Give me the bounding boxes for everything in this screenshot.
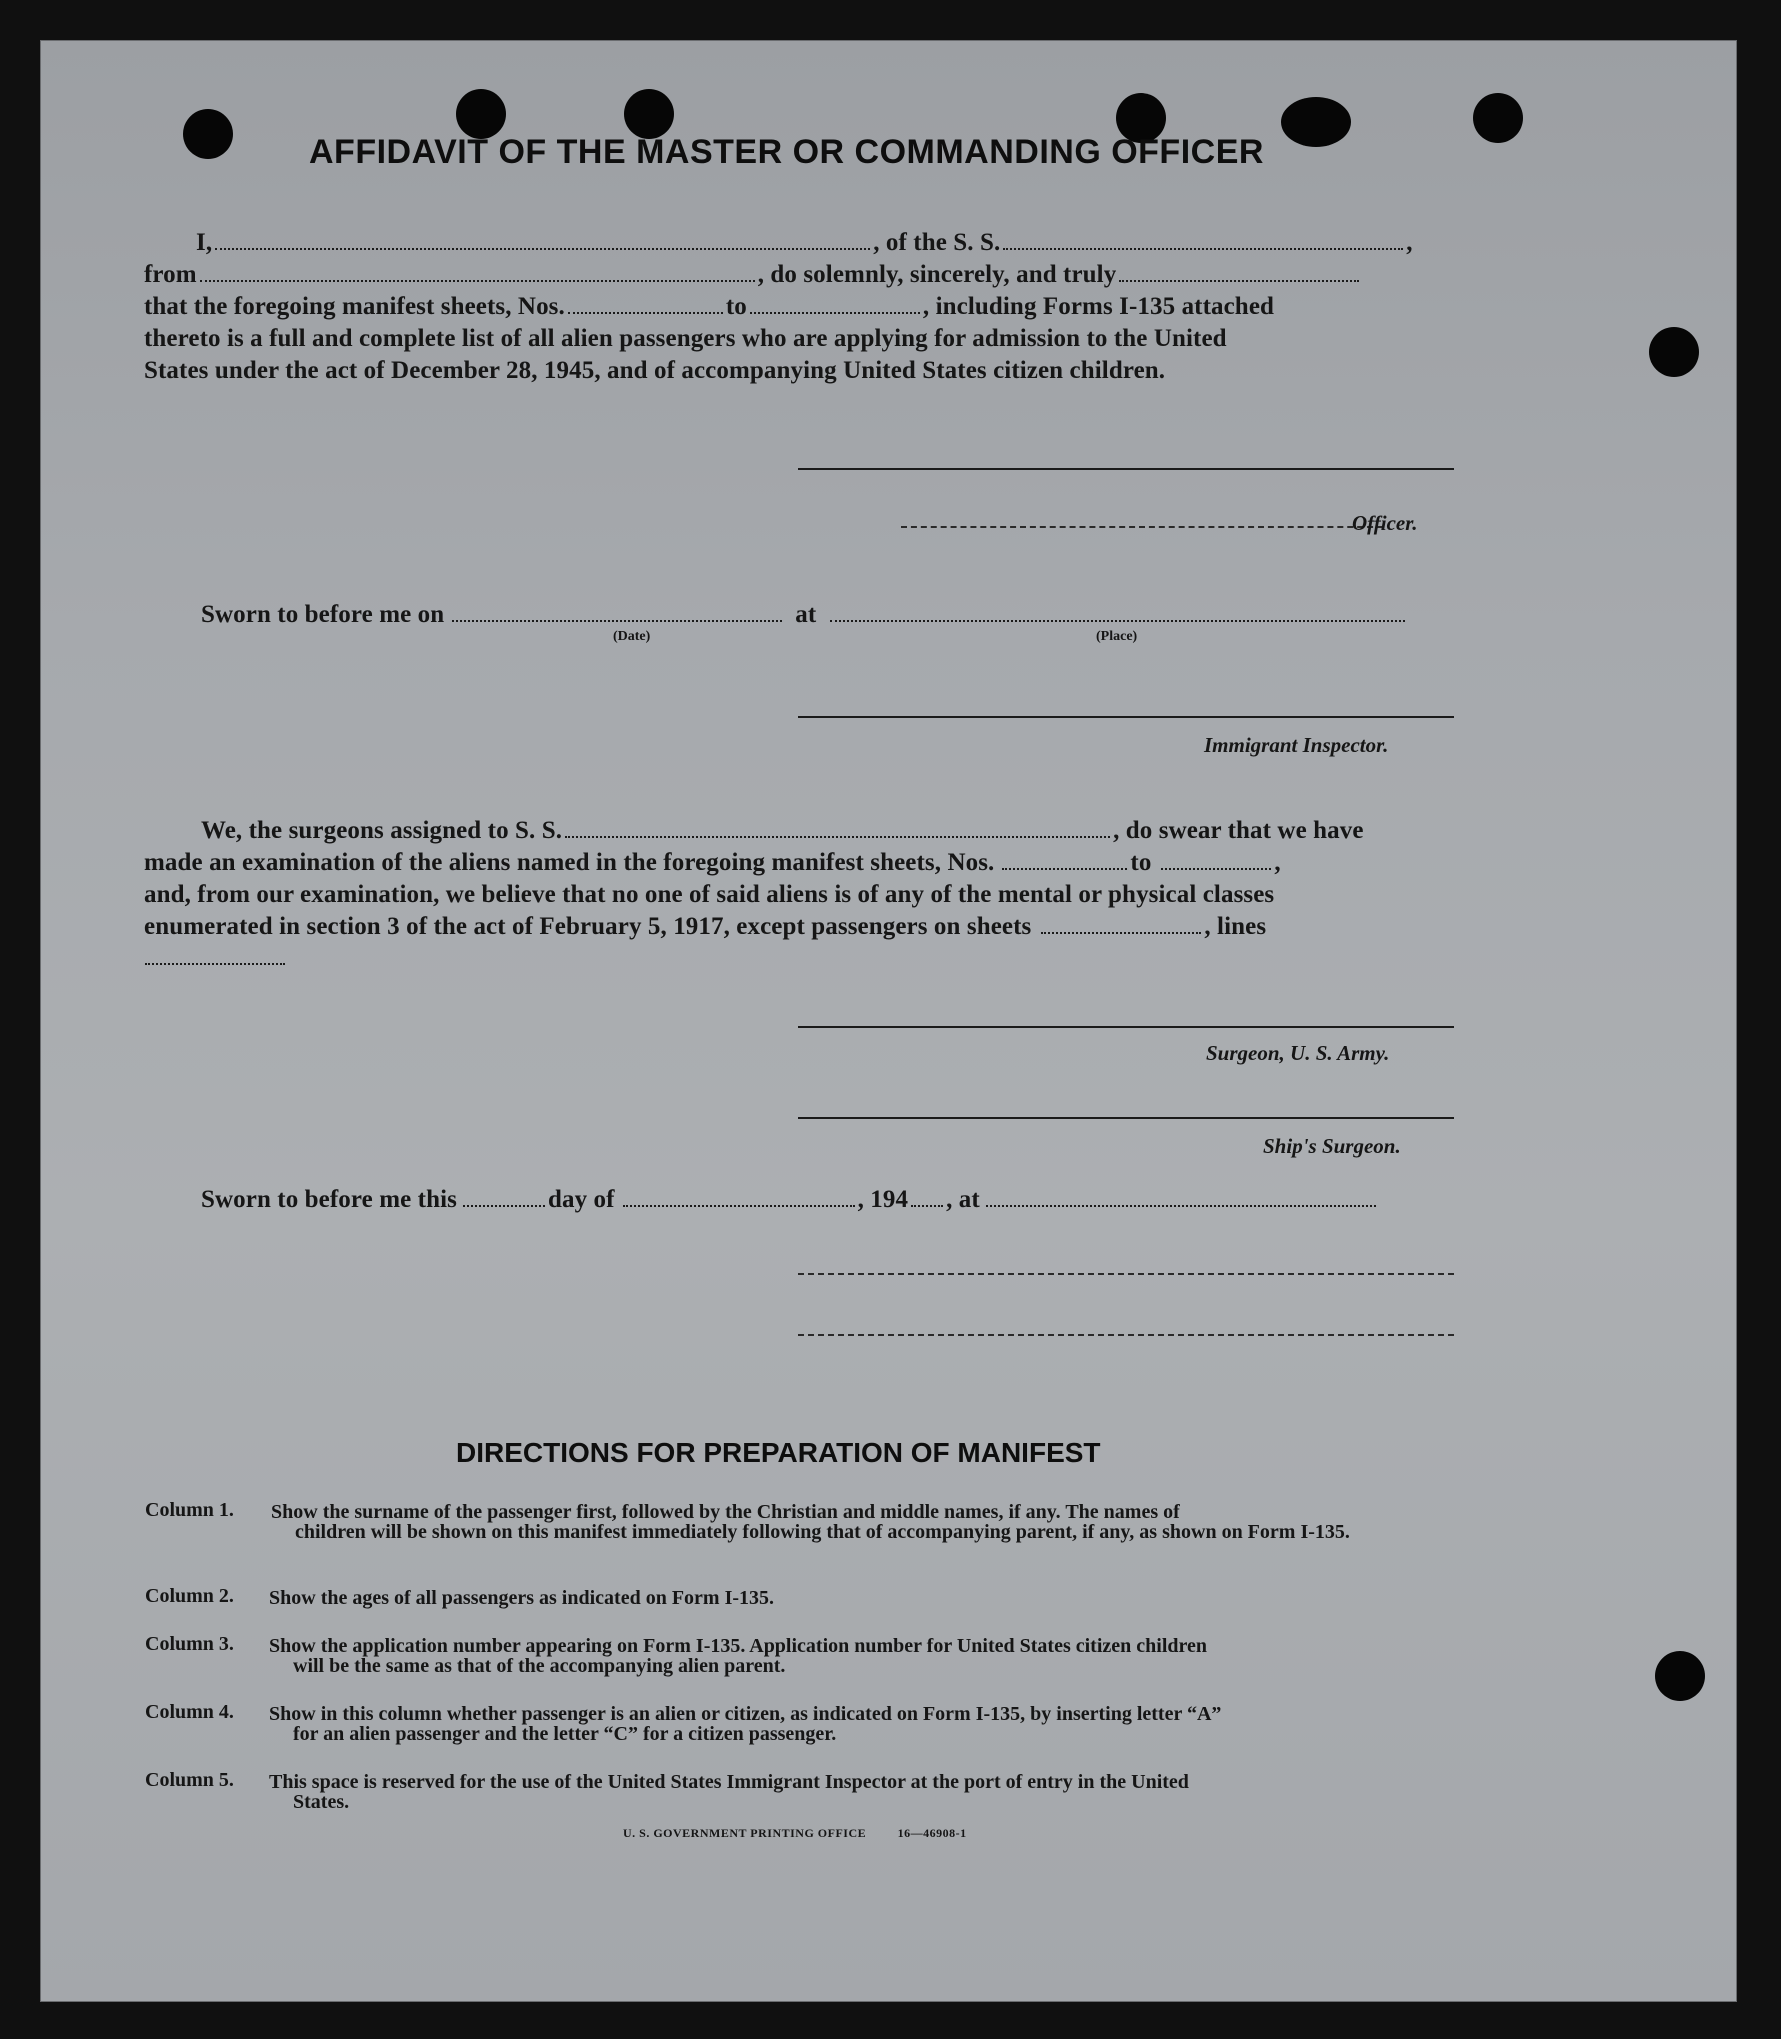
surgeon-text: to [1130,849,1152,876]
sworn-month-field[interactable] [623,1205,855,1207]
sheet-from-field[interactable] [568,312,723,314]
affidavit-line-4: thereto is a full and complete list of all alien passengers who are applying for admission to the United [144,325,1227,352]
army-surgeon-signature-line[interactable] [798,1026,1454,1028]
column-2-label: Column 2. [145,1585,234,1607]
punch-hole [1281,97,1351,147]
sworn-text: , 194 [857,1186,909,1213]
column-5-text [269,1772,1456,1812]
affidavit-text: , [1406,229,1413,256]
punch-hole [1473,93,1523,143]
sworn-text: day of [547,1186,615,1213]
printer-imprint [623,1826,967,1841]
sheet-to-field[interactable] [750,312,920,314]
affidavit-text: that the foregoing manifest sheets, Nos. [144,293,565,320]
from-port-field[interactable] [200,280,755,282]
sworn-place-field[interactable] [830,620,1405,622]
officer-title-line[interactable] [901,526,1383,528]
column-1-text [271,1502,1456,1542]
sworn-location-field[interactable] [986,1205,1376,1207]
sworn-line-2 [201,1186,1379,1214]
master-name-field[interactable] [215,248,870,250]
punch-hole [1655,1651,1705,1701]
column-2-text [269,1588,1454,1608]
sworn-text: , at [946,1186,980,1213]
direction-text: will be the same as that of the accompanying alien parent. [293,1655,786,1677]
form-code: 16—46908-1 [897,1826,967,1840]
affidavit-text: from [144,261,197,288]
direction-text: for an alien passenger and the letter “C” for a citizen passenger. [293,1723,837,1745]
except-sheets-field[interactable] [1041,932,1201,934]
affidavit-line-3 [144,293,1274,321]
sworn-date-field[interactable] [452,620,782,622]
column-3-text [269,1636,1456,1676]
direction-text: Show the surname of the passenger first, followed by the Christian and middle names, if any. The names of [271,1501,1180,1523]
surgeon-line-1 [201,817,1364,845]
inspector-signature-line[interactable] [798,716,1454,718]
column-1-label: Column 1. [145,1499,234,1521]
inspector-caption: Immigrant Inspector. [1204,733,1389,757]
surgeon-text: , lines [1204,913,1267,940]
affidavit-line-1 [196,229,1413,257]
punch-hole [624,89,674,139]
affidavit-line-2 [144,261,1362,289]
lines-field[interactable] [145,963,285,965]
ship-surgeon-caption: Ship's Surgeon. [1263,1134,1401,1158]
column-3-label: Column 3. [145,1633,234,1655]
surgeon-sheet-from-field[interactable] [1002,868,1127,870]
surgeon-line-4 [144,913,1266,941]
surgeon-line-3: and, from our examination, we believe that no one of said aliens is of any of the mental or physical classes [144,881,1275,908]
punch-hole [183,109,233,159]
master-signature-line[interactable] [798,468,1454,470]
punch-hole [1649,327,1699,377]
surgeon-ship-field[interactable] [565,836,1110,838]
direction-text: This space is reserved for the use of the United States Immigrant Inspector at the port of entry in the United [269,1771,1189,1793]
officer-caption: Officer. [1352,511,1418,535]
witness-signature-line[interactable] [798,1273,1454,1275]
column-5-label: Column 5. [145,1769,234,1791]
affidavit-text: , including Forms I-135 attached [922,293,1275,320]
affidavit-text: I, [196,229,213,256]
affidavit-text: , of the S. S. [873,229,1001,256]
ship-surgeon-signature-line[interactable] [798,1117,1454,1119]
surgeon-text: , [1274,849,1281,876]
direction-text: States. [293,1791,350,1813]
direction-text: Show the ages of all passengers as indicated on Form I-135. [269,1587,775,1609]
witness-title-line[interactable] [798,1334,1454,1336]
form-sheet [40,40,1737,2002]
ship-name-field[interactable] [1003,248,1403,250]
affidavit-line-5: States under the act of December 28, 1945, and of accompanying United States citizen children. [144,357,1166,384]
sworn-text: Sworn to before me this [201,1186,457,1213]
affidavit-text: , do solemnly, sincerely, and truly [757,261,1117,288]
form-title: AFFIDAVIT OF THE MASTER OR COMMANDING OFFICER [309,133,1264,171]
sworn-day-field[interactable] [463,1205,545,1207]
oath-field[interactable] [1119,280,1359,282]
directions-title: DIRECTIONS FOR PREPARATION OF MANIFEST [456,1437,1101,1468]
place-caption: (Place) [1096,629,1138,644]
surgeon-line-2 [144,849,1281,877]
surgeon-sheet-to-field[interactable] [1161,868,1271,870]
direction-text: Show the application number appearing on Form I-135. Application number for United States citizen children [269,1635,1208,1657]
date-caption: (Date) [613,629,651,644]
column-4-text [269,1704,1456,1744]
affidavit-text: to [725,293,747,320]
sworn-text: at [795,601,817,628]
surgeon-text: We, the surgeons assigned to S. S. [201,817,563,844]
punch-hole [456,89,506,139]
direction-text: Show in this column whether passenger is an alien or citizen, as indicated on Form I-135, by inserting letter “A” [269,1703,1222,1725]
sworn-text: Sworn to before me on [201,601,445,628]
sworn-year-field[interactable] [911,1205,943,1207]
surgeon-text: , do swear that we have [1113,817,1364,844]
direction-text: children will be shown on this manifest immediately following that of accompanying parent, if any, as shown on Form I-135. [295,1521,1350,1543]
printer-name: U. S. GOVERNMENT PRINTING OFFICE [623,1826,867,1840]
army-surgeon-caption: Surgeon, U. S. Army. [1206,1041,1390,1065]
column-4-label: Column 4. [145,1701,234,1723]
sworn-line-1 [201,601,1408,629]
surgeon-text: enumerated in section 3 of the act of February 5, 1917, except passengers on sheets [144,913,1032,940]
surgeon-text: made an examination of the aliens named in the foregoing manifest sheets, Nos. [144,849,995,876]
